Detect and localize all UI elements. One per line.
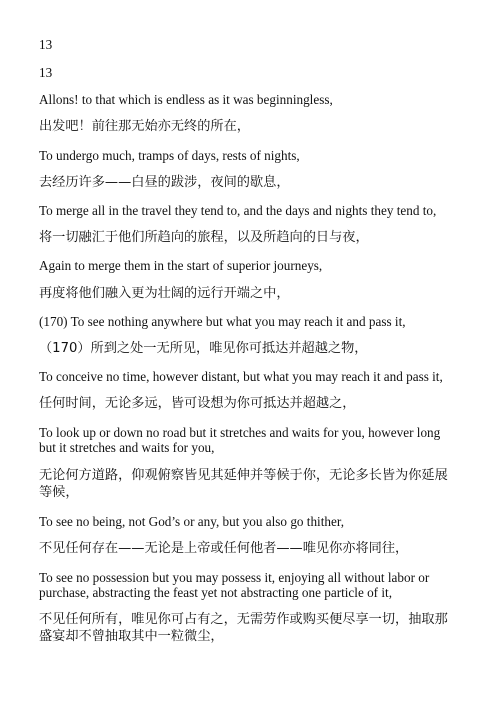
- verse-english: To see no possession but you may possess it, enjoying all without labor or purchase, abstracting the feast yet not abstracting one particle of it,: [39, 570, 430, 600]
- verse-chinese: 任何时间，无论多远，皆可设想为你可抵达并超越之，: [39, 396, 356, 411]
- verse-chinese: 无论何方道路，仰观俯察皆见其延伸并等候于你，无论多长皆为你延展等候，: [39, 468, 448, 500]
- verse-english: Again to merge them in the start of superior journeys,: [39, 258, 323, 273]
- verse-english: To undergo much, tramps of days, rests of nights,: [39, 148, 300, 163]
- verse-chinese: 去经历许多——白昼的跋涉，夜间的歇息，: [39, 175, 290, 190]
- verse-english: To look up or down no road but it stretches and waits for you, however long but it stretches and waits for you,: [39, 425, 441, 455]
- verse-chinese: 将一切融汇于他们所趋向的旅程，以及所趋向的日与夜，: [39, 230, 369, 245]
- verse-english: (170) To see nothing anywhere but what you may reach it and pass it,: [39, 314, 406, 329]
- verse-chinese: 不见任何所有，唯见你可占有之，无需劳作或购买便尽享一切，抽取那盛宴却不曾抽取其中一粒微尘，: [39, 612, 448, 644]
- verse-chinese: 不见任何存在——无论是上帝或任何他者——唯见你亦将同往，: [39, 541, 409, 556]
- verse-english: To merge all in the travel they tend to, and the days and nights they tend to,: [39, 203, 437, 218]
- verse-chinese: 出发吧！前往那无始亦无终的所在，: [39, 119, 250, 134]
- verse-english: Allons! to that which is endless as it was beginningless,: [39, 92, 333, 107]
- verse-chinese: 再度将他们融入更为壮阔的远行开端之中，: [39, 286, 290, 301]
- section-number: 13: [39, 65, 53, 80]
- verse-english: To conceive no time, however distant, but what you may reach it and pass it,: [39, 369, 443, 384]
- verse-english: To see no being, not God’s or any, but you also go thither,: [39, 514, 344, 529]
- verse-chinese: （170）所到之处一无所见，唯见你可抵达并超越之物，: [39, 341, 368, 356]
- page-number: 13: [39, 37, 53, 52]
